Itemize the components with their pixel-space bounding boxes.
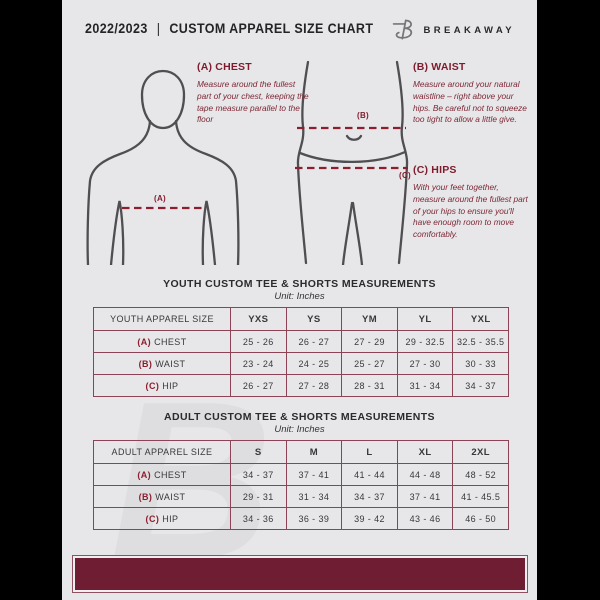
adult-header-row: [94, 441, 509, 464]
page-title: [85, 21, 373, 36]
breakaway-logo-icon: [391, 17, 417, 43]
youth-table-unit: Unit: Inches: [274, 291, 325, 302]
hips-instructions: [413, 164, 529, 241]
size-header-ys: YS: [286, 308, 342, 331]
adult-chest-row: [94, 464, 509, 486]
right-shoulder-arm: [176, 121, 238, 265]
cell: 28 - 31: [342, 375, 398, 397]
waist-instructions: [413, 61, 529, 126]
cell: 36 - 39: [286, 508, 342, 530]
cell: 41 - 44: [342, 464, 398, 486]
row-prefix: (B): [138, 358, 153, 369]
lower-body-figure: [295, 60, 410, 265]
cell: 44 - 48: [397, 464, 453, 486]
cell: 34 - 37: [342, 486, 398, 508]
size-header-s: S: [231, 441, 287, 464]
cell: 26 - 27: [231, 375, 287, 397]
adult-size-table: [93, 440, 509, 530]
cell: 46 - 50: [453, 508, 509, 530]
cell: 34 - 36: [231, 508, 287, 530]
row-label: WAIST: [155, 491, 186, 502]
cell: 31 - 34: [286, 486, 342, 508]
navel-mark: [347, 136, 361, 140]
right-armpit: [203, 201, 215, 265]
hips-heading: (C) HIPS: [413, 164, 457, 176]
youth-chest-row: [94, 331, 509, 353]
title-divider: |: [156, 21, 161, 37]
row-prefix: (C): [145, 380, 160, 391]
cell: 25 - 27: [342, 353, 398, 375]
hip-marker-label: (C): [399, 171, 412, 180]
right-inner-leg: [353, 203, 362, 265]
left-inner-leg: [343, 203, 352, 265]
cell: 27 - 29: [342, 331, 398, 353]
size-header-xl: XL: [397, 441, 453, 464]
cell: 30 - 33: [453, 353, 509, 375]
chest-instructions: [197, 61, 309, 126]
row-label: HIP: [162, 380, 179, 391]
youth-size-column-header: YOUTH APPAREL SIZE: [94, 308, 231, 331]
row-label: CHEST: [154, 336, 187, 347]
size-header-yl: YL: [397, 308, 453, 331]
adult-table-unit: Unit: Inches: [274, 424, 325, 435]
youth-waist-row: [94, 353, 509, 375]
right-side-outline: [397, 62, 407, 263]
size-chart-page: [62, 0, 537, 600]
size-header-yxs: YXS: [231, 308, 287, 331]
row-prefix: (A): [137, 469, 152, 480]
adult-waist-row: [94, 486, 509, 508]
row-label: CHEST: [154, 469, 187, 480]
youth-header-row: [94, 308, 509, 331]
chest-marker-label: (A): [154, 194, 167, 203]
waist-heading: (B) WAIST: [413, 61, 466, 73]
cell: 27 - 28: [286, 375, 342, 397]
cell: 24 - 25: [286, 353, 342, 375]
cell: 29 - 32.5: [397, 331, 453, 353]
youth-hip-row: [94, 375, 509, 397]
footer-bar: [73, 556, 527, 592]
size-header-2xl: 2XL: [453, 441, 509, 464]
row-prefix: (B): [138, 491, 153, 502]
brand-lockup: [391, 17, 515, 43]
row-prefix: (C): [145, 513, 160, 524]
cell: 31 - 34: [397, 375, 453, 397]
cell: 26 - 27: [286, 331, 342, 353]
cell: 39 - 42: [342, 508, 398, 530]
brand-name: BREAKAWAY: [423, 24, 515, 36]
left-armpit: [111, 201, 123, 265]
cell: 41 - 45.5: [453, 486, 509, 508]
chest-heading: (A) CHEST: [197, 61, 252, 73]
chest-body-text: Measure around the fullest part of your chest, keeping the tape measure parallel to the floor: [197, 79, 309, 125]
cell: 37 - 41: [286, 464, 342, 486]
row-label: HIP: [162, 513, 179, 524]
cell: 37 - 41: [397, 486, 453, 508]
cell: 29 - 31: [231, 486, 287, 508]
cell: 34 - 37: [231, 464, 287, 486]
page-header: [85, 21, 515, 43]
head-outline: [142, 71, 184, 128]
cell: 34 - 37: [453, 375, 509, 397]
row-prefix: (A): [137, 336, 152, 347]
adult-hip-row: [94, 508, 509, 530]
cell: 48 - 52: [453, 464, 509, 486]
adult-size-column-header: ADULT APPAREL SIZE: [94, 441, 231, 464]
edition-label: 2022/2023: [85, 21, 148, 37]
youth-table-title: YOUTH CUSTOM TEE & SHORTS MEASUREMENTS: [163, 278, 436, 290]
row-label: WAIST: [155, 358, 186, 369]
waist-body-text: Measure around your natural waistline – right above your hips. Be careful not to squeeze too tight to allow a little give.: [413, 79, 527, 125]
size-header-l: L: [342, 441, 398, 464]
cell: 32.5 - 35.5: [453, 331, 509, 353]
size-header-m: M: [286, 441, 342, 464]
left-shoulder-arm: [88, 121, 150, 265]
hips-body-text: With your feet together, measure around the fullest part of your hips to ensure you'll have enough room to move comfortably.: [413, 182, 528, 240]
cell: 23 - 24: [231, 353, 287, 375]
adult-table-title: ADULT CUSTOM TEE & SHORTS MEASUREMENTS: [164, 411, 435, 423]
size-header-ym: YM: [342, 308, 398, 331]
cell: 27 - 30: [397, 353, 453, 375]
youth-size-table: [93, 307, 509, 397]
cell: 25 - 26: [231, 331, 287, 353]
cell: 43 - 46: [397, 508, 453, 530]
waist-marker-label: (B): [357, 111, 370, 120]
hip-curve: [300, 152, 405, 162]
size-header-yxl: YXL: [453, 308, 509, 331]
chart-title: CUSTOM APPAREL SIZE CHART: [169, 21, 374, 37]
